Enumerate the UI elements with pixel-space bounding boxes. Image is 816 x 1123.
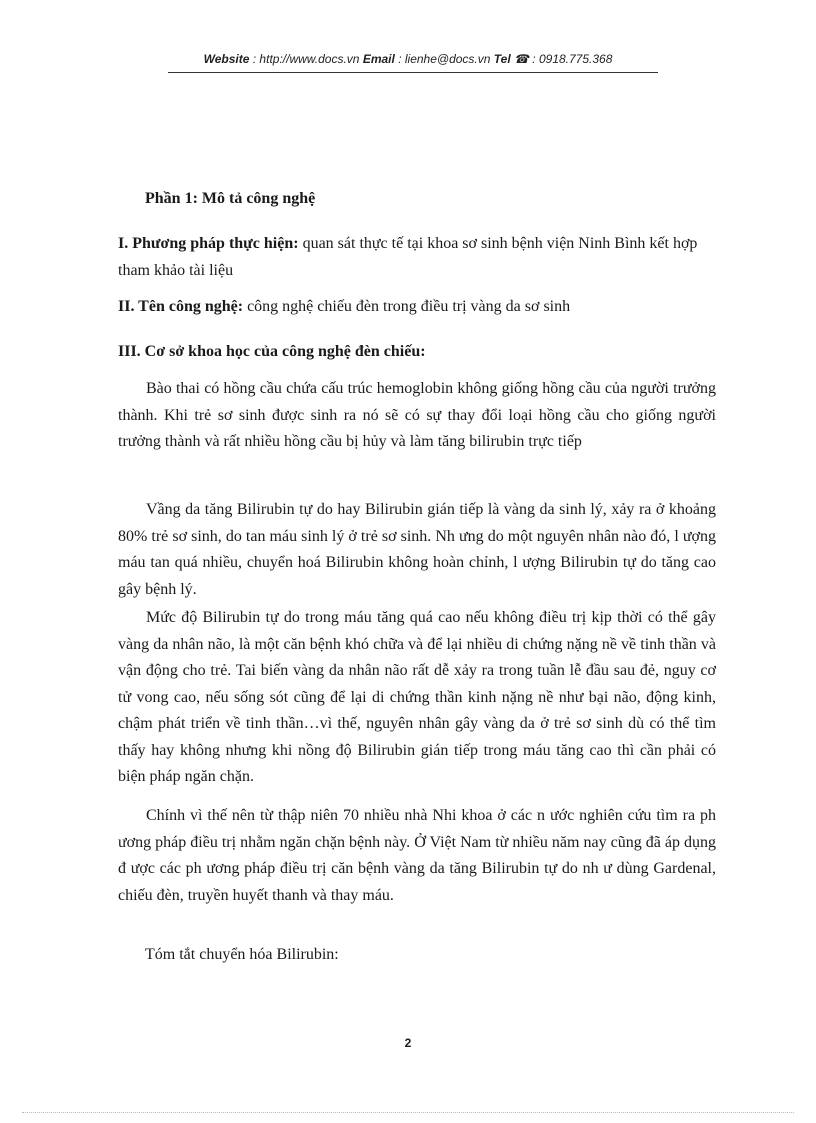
email-address[interactable]: : lienhe@docs.vn	[398, 52, 491, 66]
document-title: Phần 1: Mô tả công nghệ	[145, 190, 316, 207]
paragraph-treatment-history: Chính vì thế nên từ thập niên 70 nhiều nhà Nhi khoa ở các n ước nghiên cứu tìm ra ph ương pháp điều trị nhằm ngăn chặn bệnh này. Ở Việt Nam từ nhiều năm nay cũng đã áp dụng đ ược các ph ương pháp điều trị căn bệnh vàng da tăng Bilirubin tự do nh ư dùng Gardenal, chiếu đèn, truyền huyết thanh và thay máu.	[118, 807, 716, 904]
website-url[interactable]: : http://www.docs.vn	[252, 52, 360, 66]
section-scientific-basis: III. Cơ sở khoa học của công nghệ đèn chiếu:	[118, 343, 426, 360]
paragraph-physiological-jaundice: Vầng da tăng Bilirubin tự do hay Bilirubin gián tiếp là vàng da sinh lý, xảy ra ở khoảng 80% trẻ sơ sinh, do tan máu sinh lý ở trẻ sơ sinh. Nh ưng do một nguyên nhân nào đó, l ượng máu tan quá nhiều, chuyển hoá Bilirubin không hoàn chỉnh, l ượng Bilirubin tự do tăng cao gây bệnh lý.	[118, 501, 716, 598]
section-technology-label: II. Tên công nghệ:	[118, 298, 244, 315]
page-number: 2	[404, 1036, 412, 1050]
summary-heading: Tóm tắt chuyển hóa Bilirubin:	[145, 946, 339, 963]
section-technology-text: công nghệ chiếu đèn trong điều trị vàng da sơ sinh	[243, 298, 571, 315]
phone-number: ☎ : 0918.775.368	[514, 52, 613, 66]
header-divider	[168, 72, 658, 73]
section-method-text: quan sát thực tế tại khoa sơ sinh bệnh viện Ninh Bình kết hợp tham khảo tài liệu	[118, 235, 698, 279]
page-header	[0, 52, 816, 66]
page-bottom-border	[22, 1112, 794, 1113]
paragraph-kernicterus: Mức độ Bilirubin tự do trong máu tăng quá cao nếu không điều trị kịp thời có thể gây vàng da nhân não, là một căn bệnh khó chữa và để lại nhiều di chứng nặng nề về tinh thần và vận động cho trẻ. Tai biến vàng da nhân não rất dễ xảy ra trong tuần lễ đầu sau đẻ, nguy cơ tử vong cao, nếu sống sót cũng để lại di chứng thần kinh nặng nề như bại não, động kinh, chậm phát triển về tinh thần…vì thế, nguyên nhân gây vàng da ở trẻ sơ sinh dù có thể tìm thấy hay không nhưng khi nồng độ Bilirubin gián tiếp trong máu tăng cao thì cần phải có biện pháp ngăn chặn.	[118, 609, 716, 785]
paragraph-hemoglobin: Bào thai có hồng cầu chứa cấu trúc hemoglobin không giống hồng cầu của người trưởng thành. Khi trẻ sơ sinh được sinh ra nó sẽ có sự thay đổi loại hồng cầu cho giống người trưởng thành và rất nhiều hồng cầu bị hủy và làm tăng bilirubin trực tiếp	[118, 380, 716, 450]
email-label: Email	[362, 52, 395, 66]
section-technology-name	[118, 294, 716, 321]
tel-label: Tel	[493, 52, 511, 66]
website-label: Website	[203, 52, 250, 66]
section-method-label: I. Phương pháp thực hiện:	[118, 235, 299, 252]
section-method	[118, 231, 716, 284]
